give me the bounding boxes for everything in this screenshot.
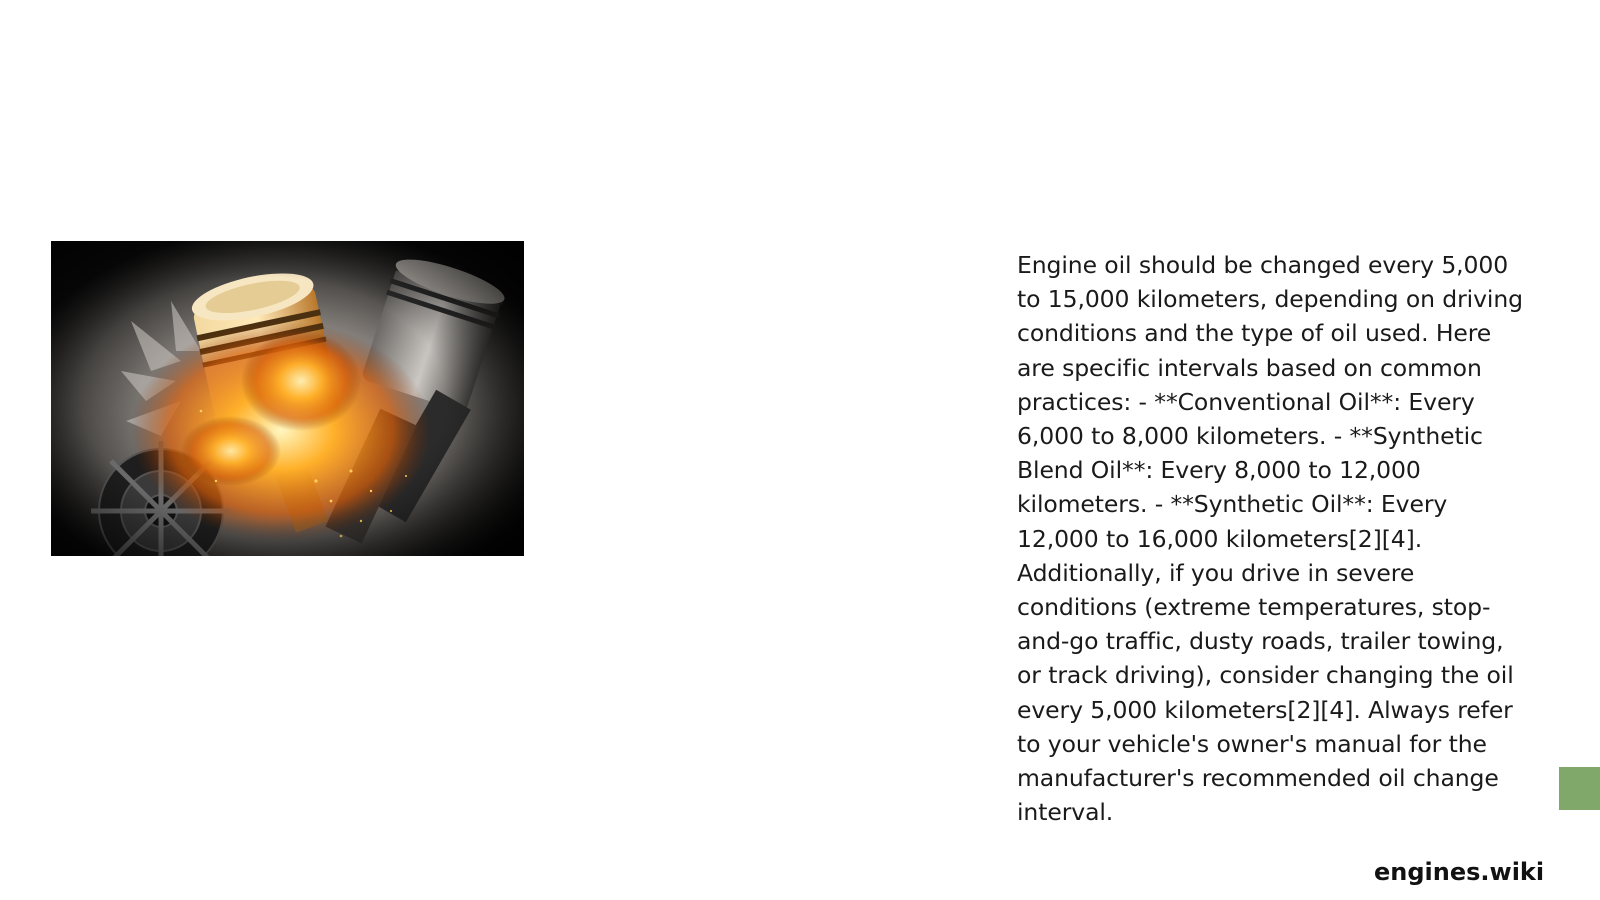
engine-pistons-image <box>51 241 524 556</box>
brand-logo-text: engines.wiki <box>1374 858 1545 886</box>
article-text: Engine oil should be changed every 5,000 to 15,000 kilometers, depending on driving conditions and the type of oil used. Here are specific intervals based on common practices: - **Conventional Oil**: Every 6,000 to 8,000 kilometers. - **Synthetic Blend Oil**: Every 8,000 to 12,000 kilometers. - **Synthetic Oil**: Every 12,000 to 16,000 kilometers[2][4]. Additionally, if you drive in severe conditions (extreme temperatures, stop-and-go traffic, dusty roads, trailer towing, or track driving), consider changing the oil every 5,000 kilometers[2][4]. Always refer to your vehicle's owner's manual for the manufacturer's recommended oil change interval. <box>1017 251 1523 827</box>
engine-pistons-icon <box>51 241 524 556</box>
accent-square <box>1559 767 1600 810</box>
